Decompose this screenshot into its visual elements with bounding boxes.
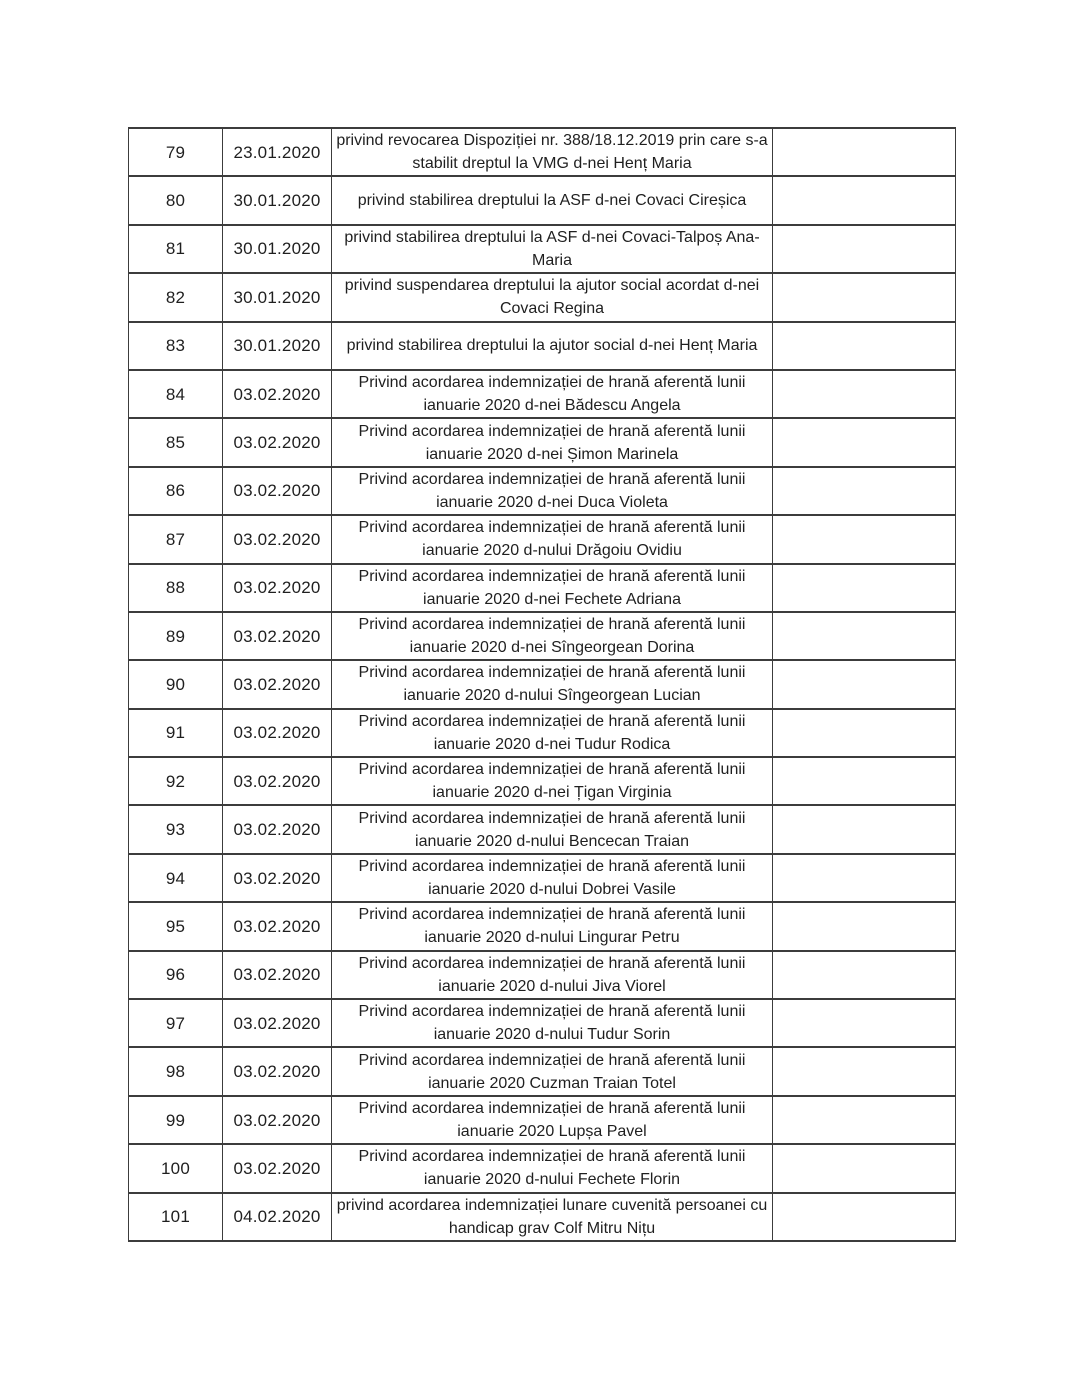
table-row xyxy=(129,273,956,321)
row-description-cell: Privind acordarea indemnizației de hrană aferentă lunii ianuarie 2020 d-nei Țigan Virginia xyxy=(332,757,773,805)
row-date-cell: 30.01.2020 xyxy=(223,225,332,273)
row-number-cell: 82 xyxy=(129,273,223,321)
row-date-cell: 03.02.2020 xyxy=(223,660,332,708)
row-number-cell: 94 xyxy=(129,854,223,902)
row-note-cell xyxy=(773,951,956,999)
row-description-cell: Privind acordarea indemnizației de hrană aferentă lunii ianuarie 2020 d-nei Tudur Rodica xyxy=(332,709,773,757)
row-note-cell xyxy=(773,902,956,950)
table-row xyxy=(129,176,956,224)
table-row xyxy=(129,805,956,853)
row-date-cell: 03.02.2020 xyxy=(223,564,332,612)
row-note-cell xyxy=(773,467,956,515)
row-date-cell: 03.02.2020 xyxy=(223,854,332,902)
row-number-cell: 85 xyxy=(129,418,223,466)
row-number-cell: 79 xyxy=(129,128,223,176)
row-note-cell xyxy=(773,999,956,1047)
row-number-cell: 96 xyxy=(129,951,223,999)
row-number-cell: 88 xyxy=(129,564,223,612)
row-date-cell: 03.02.2020 xyxy=(223,999,332,1047)
table-row xyxy=(129,709,956,757)
row-date-cell: 03.02.2020 xyxy=(223,418,332,466)
row-number-cell: 90 xyxy=(129,660,223,708)
row-note-cell xyxy=(773,1144,956,1192)
row-description-cell: Privind acordarea indemnizației de hrană aferentă lunii ianuarie 2020 Cuzman Traian Totel xyxy=(332,1047,773,1095)
row-note-cell xyxy=(773,322,956,370)
table-row xyxy=(129,1047,956,1095)
row-number-cell: 95 xyxy=(129,902,223,950)
table-row xyxy=(129,322,956,370)
row-note-cell xyxy=(773,805,956,853)
row-number-cell: 80 xyxy=(129,176,223,224)
row-date-cell: 30.01.2020 xyxy=(223,273,332,321)
row-date-cell: 03.02.2020 xyxy=(223,951,332,999)
row-description-cell: Privind acordarea indemnizației de hrană aferentă lunii ianuarie 2020 d-nului Dobrei Vasile xyxy=(332,854,773,902)
table-row xyxy=(129,1193,956,1241)
row-date-cell: 03.02.2020 xyxy=(223,1047,332,1095)
table-row xyxy=(129,225,956,273)
row-note-cell xyxy=(773,515,956,563)
row-note-cell xyxy=(773,418,956,466)
row-note-cell xyxy=(773,1096,956,1144)
row-note-cell xyxy=(773,564,956,612)
row-number-cell: 92 xyxy=(129,757,223,805)
row-date-cell: 03.02.2020 xyxy=(223,709,332,757)
row-number-cell: 101 xyxy=(129,1193,223,1241)
table-row xyxy=(129,564,956,612)
row-date-cell: 03.02.2020 xyxy=(223,612,332,660)
row-date-cell: 03.02.2020 xyxy=(223,370,332,418)
row-number-cell: 99 xyxy=(129,1096,223,1144)
table-row xyxy=(129,854,956,902)
row-description-cell: Privind acordarea indemnizației de hrană aferentă lunii ianuarie 2020 d-nei Șimon Marinela xyxy=(332,418,773,466)
row-number-cell: 83 xyxy=(129,322,223,370)
row-description-cell: privind stabilirea dreptului la ajutor social d-nei Henț Maria xyxy=(332,322,773,370)
row-description-cell: privind acordarea indemnizației lunare cuvenită persoanei cu handicap grav Colf Mitru Nițu xyxy=(332,1193,773,1241)
table-row xyxy=(129,467,956,515)
row-number-cell: 89 xyxy=(129,612,223,660)
row-description-cell: Privind acordarea indemnizației de hrană aferentă lunii ianuarie 2020 d-nului Bencecan Traian xyxy=(332,805,773,853)
table-row xyxy=(129,902,956,950)
row-description-cell: Privind acordarea indemnizației de hrană aferentă lunii ianuarie 2020 d-nei Fechete Adriana xyxy=(332,564,773,612)
row-description-cell: Privind acordarea indemnizației de hrană aferentă lunii ianuarie 2020 d-nului Fechete Florin xyxy=(332,1144,773,1192)
table-row xyxy=(129,128,956,176)
row-number-cell: 91 xyxy=(129,709,223,757)
row-number-cell: 81 xyxy=(129,225,223,273)
row-description-cell: Privind acordarea indemnizației de hrană aferentă lunii ianuarie 2020 d-nului Tudur Sorin xyxy=(332,999,773,1047)
row-date-cell: 03.02.2020 xyxy=(223,1096,332,1144)
row-note-cell xyxy=(773,273,956,321)
row-note-cell xyxy=(773,660,956,708)
table-row xyxy=(129,951,956,999)
row-description-cell: privind suspendarea dreptului la ajutor social acordat d-nei Covaci Regina xyxy=(332,273,773,321)
row-description-cell: Privind acordarea indemnizației de hrană aferentă lunii ianuarie 2020 d-nului Sîngeorgean Lucian xyxy=(332,660,773,708)
row-description-cell: Privind acordarea indemnizației de hrană aferentă lunii ianuarie 2020 Lupșa Pavel xyxy=(332,1096,773,1144)
row-number-cell: 86 xyxy=(129,467,223,515)
row-description-cell: privind stabilirea dreptului la ASF d-nei Covaci-Talpoș Ana-Maria xyxy=(332,225,773,273)
table-row xyxy=(129,370,956,418)
row-number-cell: 100 xyxy=(129,1144,223,1192)
row-date-cell: 03.02.2020 xyxy=(223,805,332,853)
row-date-cell: 03.02.2020 xyxy=(223,467,332,515)
row-date-cell: 03.02.2020 xyxy=(223,757,332,805)
row-note-cell xyxy=(773,757,956,805)
row-note-cell xyxy=(773,176,956,224)
row-note-cell xyxy=(773,709,956,757)
row-note-cell xyxy=(773,612,956,660)
row-description-cell: Privind acordarea indemnizației de hrană aferentă lunii ianuarie 2020 d-nei Bădescu Angela xyxy=(332,370,773,418)
row-number-cell: 98 xyxy=(129,1047,223,1095)
row-description-cell: Privind acordarea indemnizației de hrană aferentă lunii ianuarie 2020 d-nului Lingurar Petru xyxy=(332,902,773,950)
table-row xyxy=(129,612,956,660)
table-body xyxy=(129,128,956,1241)
row-description-cell: Privind acordarea indemnizației de hrană aferentă lunii ianuarie 2020 d-nului Drăgoiu Ovidiu xyxy=(332,515,773,563)
table-row xyxy=(129,660,956,708)
dispositions-table xyxy=(128,127,956,1242)
row-description-cell: privind revocarea Dispoziției nr. 388/18.12.2019 prin care s-a stabilit dreptul la VMG d-nei Henț Maria xyxy=(332,128,773,176)
row-number-cell: 93 xyxy=(129,805,223,853)
row-date-cell: 03.02.2020 xyxy=(223,515,332,563)
row-description-cell: Privind acordarea indemnizației de hrană aferentă lunii ianuarie 2020 d-nei Duca Violeta xyxy=(332,467,773,515)
row-note-cell xyxy=(773,1193,956,1241)
row-description-cell: Privind acordarea indemnizației de hrană aferentă lunii ianuarie 2020 d-nei Sîngeorgean Dorina xyxy=(332,612,773,660)
table-row xyxy=(129,999,956,1047)
row-note-cell xyxy=(773,1047,956,1095)
row-date-cell: 23.01.2020 xyxy=(223,128,332,176)
row-number-cell: 87 xyxy=(129,515,223,563)
row-date-cell: 30.01.2020 xyxy=(223,176,332,224)
row-note-cell xyxy=(773,370,956,418)
row-note-cell xyxy=(773,854,956,902)
row-note-cell xyxy=(773,128,956,176)
row-date-cell: 04.02.2020 xyxy=(223,1193,332,1241)
table-row xyxy=(129,1144,956,1192)
row-description-cell: Privind acordarea indemnizației de hrană aferentă lunii ianuarie 2020 d-nului Jiva Viorel xyxy=(332,951,773,999)
table-row xyxy=(129,418,956,466)
row-number-cell: 97 xyxy=(129,999,223,1047)
table-row xyxy=(129,757,956,805)
row-description-cell: privind stabilirea dreptului la ASF d-nei Covaci Cireșica xyxy=(332,176,773,224)
row-note-cell xyxy=(773,225,956,273)
row-date-cell: 03.02.2020 xyxy=(223,1144,332,1192)
row-number-cell: 84 xyxy=(129,370,223,418)
row-date-cell: 03.02.2020 xyxy=(223,902,332,950)
table-row xyxy=(129,515,956,563)
row-date-cell: 30.01.2020 xyxy=(223,322,332,370)
table-row xyxy=(129,1096,956,1144)
